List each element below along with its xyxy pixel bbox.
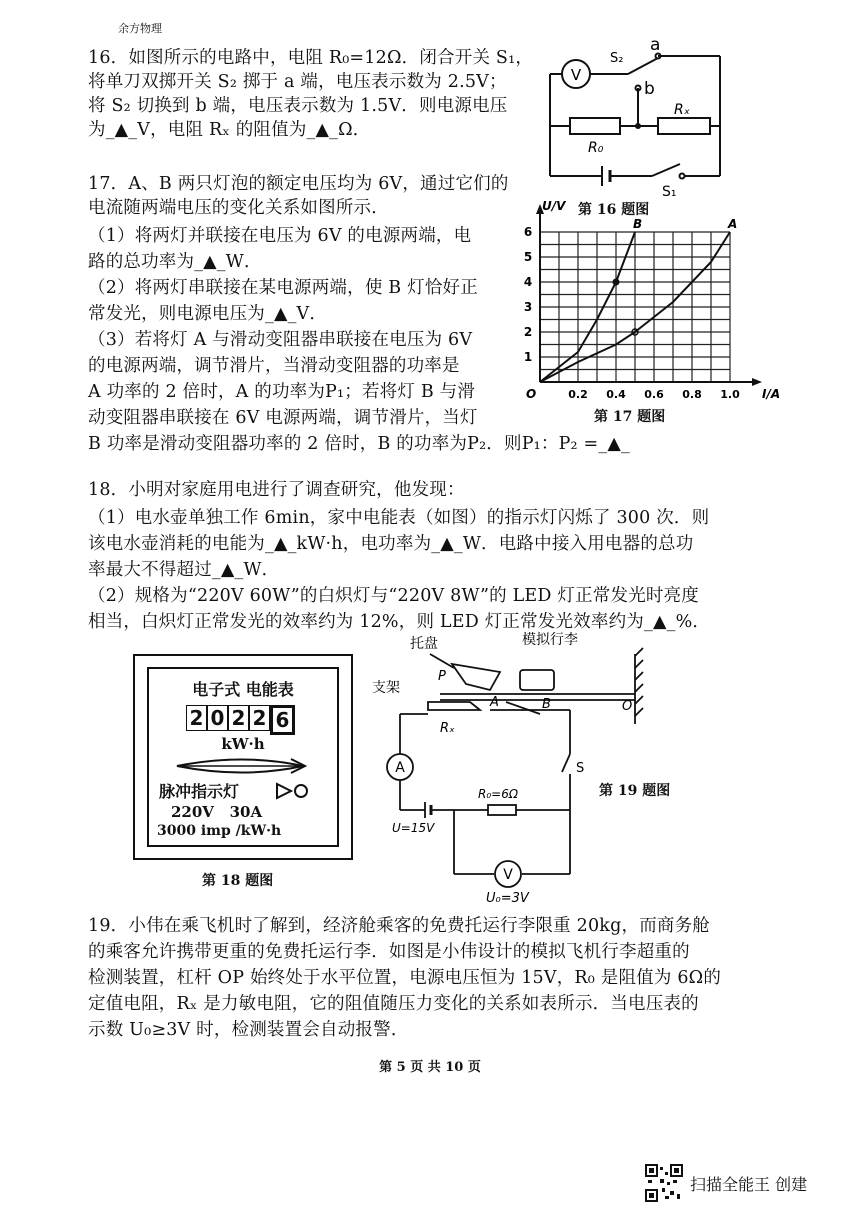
q18-meter-inner	[147, 667, 339, 847]
q17-line: （1）将两灯并联接在电压为 6V 的电源两端，电	[88, 226, 472, 246]
x-tick-label: 0.6	[644, 388, 664, 401]
marker-point	[613, 279, 620, 286]
b-label: b	[644, 79, 655, 99]
origin-label: O	[526, 387, 537, 401]
q18-line: 该电水壶消耗的电能为_▲_kW·h，电功率为_▲_W．电路中接入用电器的总功	[88, 534, 694, 554]
q19-text	[88, 914, 721, 1042]
s1-label: S₁	[662, 184, 677, 200]
series-label-A: A	[728, 217, 738, 231]
rx-label: Rₓ	[674, 102, 690, 118]
meter-constant: 3000 imp /kW·h	[157, 823, 282, 839]
meter-digit: 0	[207, 705, 228, 731]
x-axis-label: I/A	[762, 387, 781, 401]
b-label: B	[542, 697, 551, 712]
qr-code-icon	[645, 1164, 683, 1202]
o-label: O	[622, 699, 633, 714]
q19-line: 定值电阻，Rₓ 是力敏电阻，它的阻值随压力变化的关系如表所示．当电压表的	[88, 994, 699, 1014]
voltmeter-label: V	[503, 867, 513, 883]
x-axis-arrow	[752, 378, 762, 386]
q17-line: A 功率的 2 倍时，A 的功率为P₁；若将灯 B 与滑	[88, 382, 476, 402]
q16-line: 为_▲_V，电阻 Rₓ 的阻值为_▲_Ω．	[88, 120, 371, 140]
u0-label: U₀=3V	[486, 891, 529, 906]
q19-line: 检测装置，杠杆 OP 始终处于水平位置，电源电压恒为 15V，R₀ 是阻值为 6Ω的	[88, 968, 722, 988]
a-label: a	[650, 35, 661, 55]
y-tick-label: 2	[523, 325, 533, 339]
s2-label: S₂	[610, 51, 624, 66]
q17-line: （2）将两灯串联接在某电源两端，使 B 灯恰好正	[88, 278, 478, 298]
q16-text	[88, 46, 533, 142]
switch-label: S	[576, 761, 585, 776]
q19-caption: 第 19 题图	[599, 783, 671, 799]
y-tick-label: 1	[523, 350, 533, 364]
y-tick-label: 4	[523, 275, 533, 289]
q17-line: B 功率是滑动变阻器功率的 2 倍时，B 的功率为P₂．则P₁：P₂ =_▲_	[88, 434, 630, 454]
meter-digit: 6	[270, 705, 295, 735]
q18-caption: 第 18 题图	[202, 873, 274, 889]
q18-text	[88, 478, 710, 634]
meter-unit: kW·h	[221, 735, 265, 753]
page-number: 第 5 页 共 10 页	[379, 1060, 481, 1075]
q17-line: 动变阻器串联接在 6V 电源两端，调节滑片，当灯	[88, 408, 478, 428]
y-tick-label: 3	[523, 300, 533, 314]
meter-digit: 2	[249, 705, 270, 731]
r0-label: R₀=6Ω	[478, 787, 519, 801]
pulse-indicator-icon	[275, 781, 315, 801]
q18-line: 18．小明对家庭用电进行了调查研究，他发现：	[88, 480, 465, 500]
ammeter-label: A	[395, 760, 405, 776]
tray-label: 托盘	[410, 636, 438, 652]
q17-caption: 第 17 题图	[594, 409, 666, 425]
q18-meter-outer	[133, 654, 353, 860]
meter-arrow-icon	[173, 755, 313, 777]
series-label-B: B	[633, 217, 643, 231]
q16-caption: 第 16 题图	[578, 202, 650, 218]
q17-chart	[510, 199, 781, 410]
y-tick-label: 5	[523, 250, 533, 264]
q19-line: 19．小伟在乘飞机时了解到，经济舱乘客的免费托运行李限重 20kg，而商务舱	[88, 916, 711, 936]
meter-digit: 2	[186, 705, 207, 731]
q18-line: （2）规格为“220V 60W”的白炽灯与“220V 8W”的 LED 灯正常发光时亮度	[88, 586, 700, 606]
q16-line: 将单刀双掷开关 S₂ 掷于 a 端，电压表示数为 2.5V；	[88, 72, 507, 92]
scanner-brand: 扫描全能王 创建	[690, 1175, 808, 1194]
q19-line: 示数 U₀≥3V 时，检测装置会自动报警．	[88, 1020, 409, 1040]
x-tick-label: 0.8	[682, 388, 702, 401]
meter-pulse-label: 脉冲指示灯	[159, 782, 240, 801]
a-label: A	[490, 695, 499, 710]
meter-title: 电子式 电能表	[192, 680, 294, 699]
luggage-label: 模拟行李	[522, 632, 578, 648]
q18-line: 相当，白炽灯正常发光的效率约为 12%，则 LED 灯正常发光效率约为_▲_%．	[88, 612, 711, 632]
q18-line: （1）电水壶单独工作 6min，家中电能表（如图）的指示灯闪烁了 300 次．则	[88, 508, 710, 528]
header-school: 余方物理	[118, 22, 162, 35]
bracket-label: 支架	[372, 680, 400, 696]
q16-line: 16．如图所示的电路中，电阻 R₀=12Ω．闭合开关 S₁，	[88, 48, 534, 68]
x-tick-label: 0.4	[606, 388, 626, 401]
x-tick-label: 0.2	[568, 388, 588, 401]
meter-digits	[186, 705, 295, 735]
y-axis-label: U/V	[542, 199, 566, 213]
p-label: P	[438, 669, 446, 684]
rx-label: Rₓ	[440, 721, 455, 736]
r0-label: R₀	[588, 140, 604, 156]
q16-line: 将 S₂ 切换到 b 端，电压表示数为 1.5V．则电源电压	[88, 96, 508, 116]
q17-line: （3）若将灯 A 与滑动变阻器串联接在电压为 6V	[88, 330, 473, 350]
q17-line: 17．A、B 两只灯泡的额定电压均为 6V，通过它们的	[88, 174, 509, 194]
q17-line: 电流随两端电压的变化关系如图所示．	[88, 198, 389, 218]
x-tick-label: 1.0	[720, 388, 740, 401]
q17-line: 常发光，则电源电压为_▲_V．	[88, 304, 328, 324]
voltmeter-label: V	[570, 66, 582, 84]
q17-line: 路的总功率为_▲_W．	[88, 252, 262, 272]
q19-circuit-diagram	[370, 634, 660, 906]
source-voltage-label: U=15V	[392, 821, 435, 835]
q19-line: 的乘客允许携带更重的免费托运行李．如图是小伟设计的模拟飞机行李超重的	[88, 942, 690, 962]
meter-digit: 2	[228, 705, 249, 731]
q18-line: 率最大不得超过_▲_W．	[88, 560, 280, 580]
meter-rating: 220V 30A	[171, 803, 263, 821]
y-tick-label: 6	[523, 225, 533, 239]
q17-line: 的电源两端，调节滑片，当滑动变阻器的功率是	[88, 356, 460, 376]
